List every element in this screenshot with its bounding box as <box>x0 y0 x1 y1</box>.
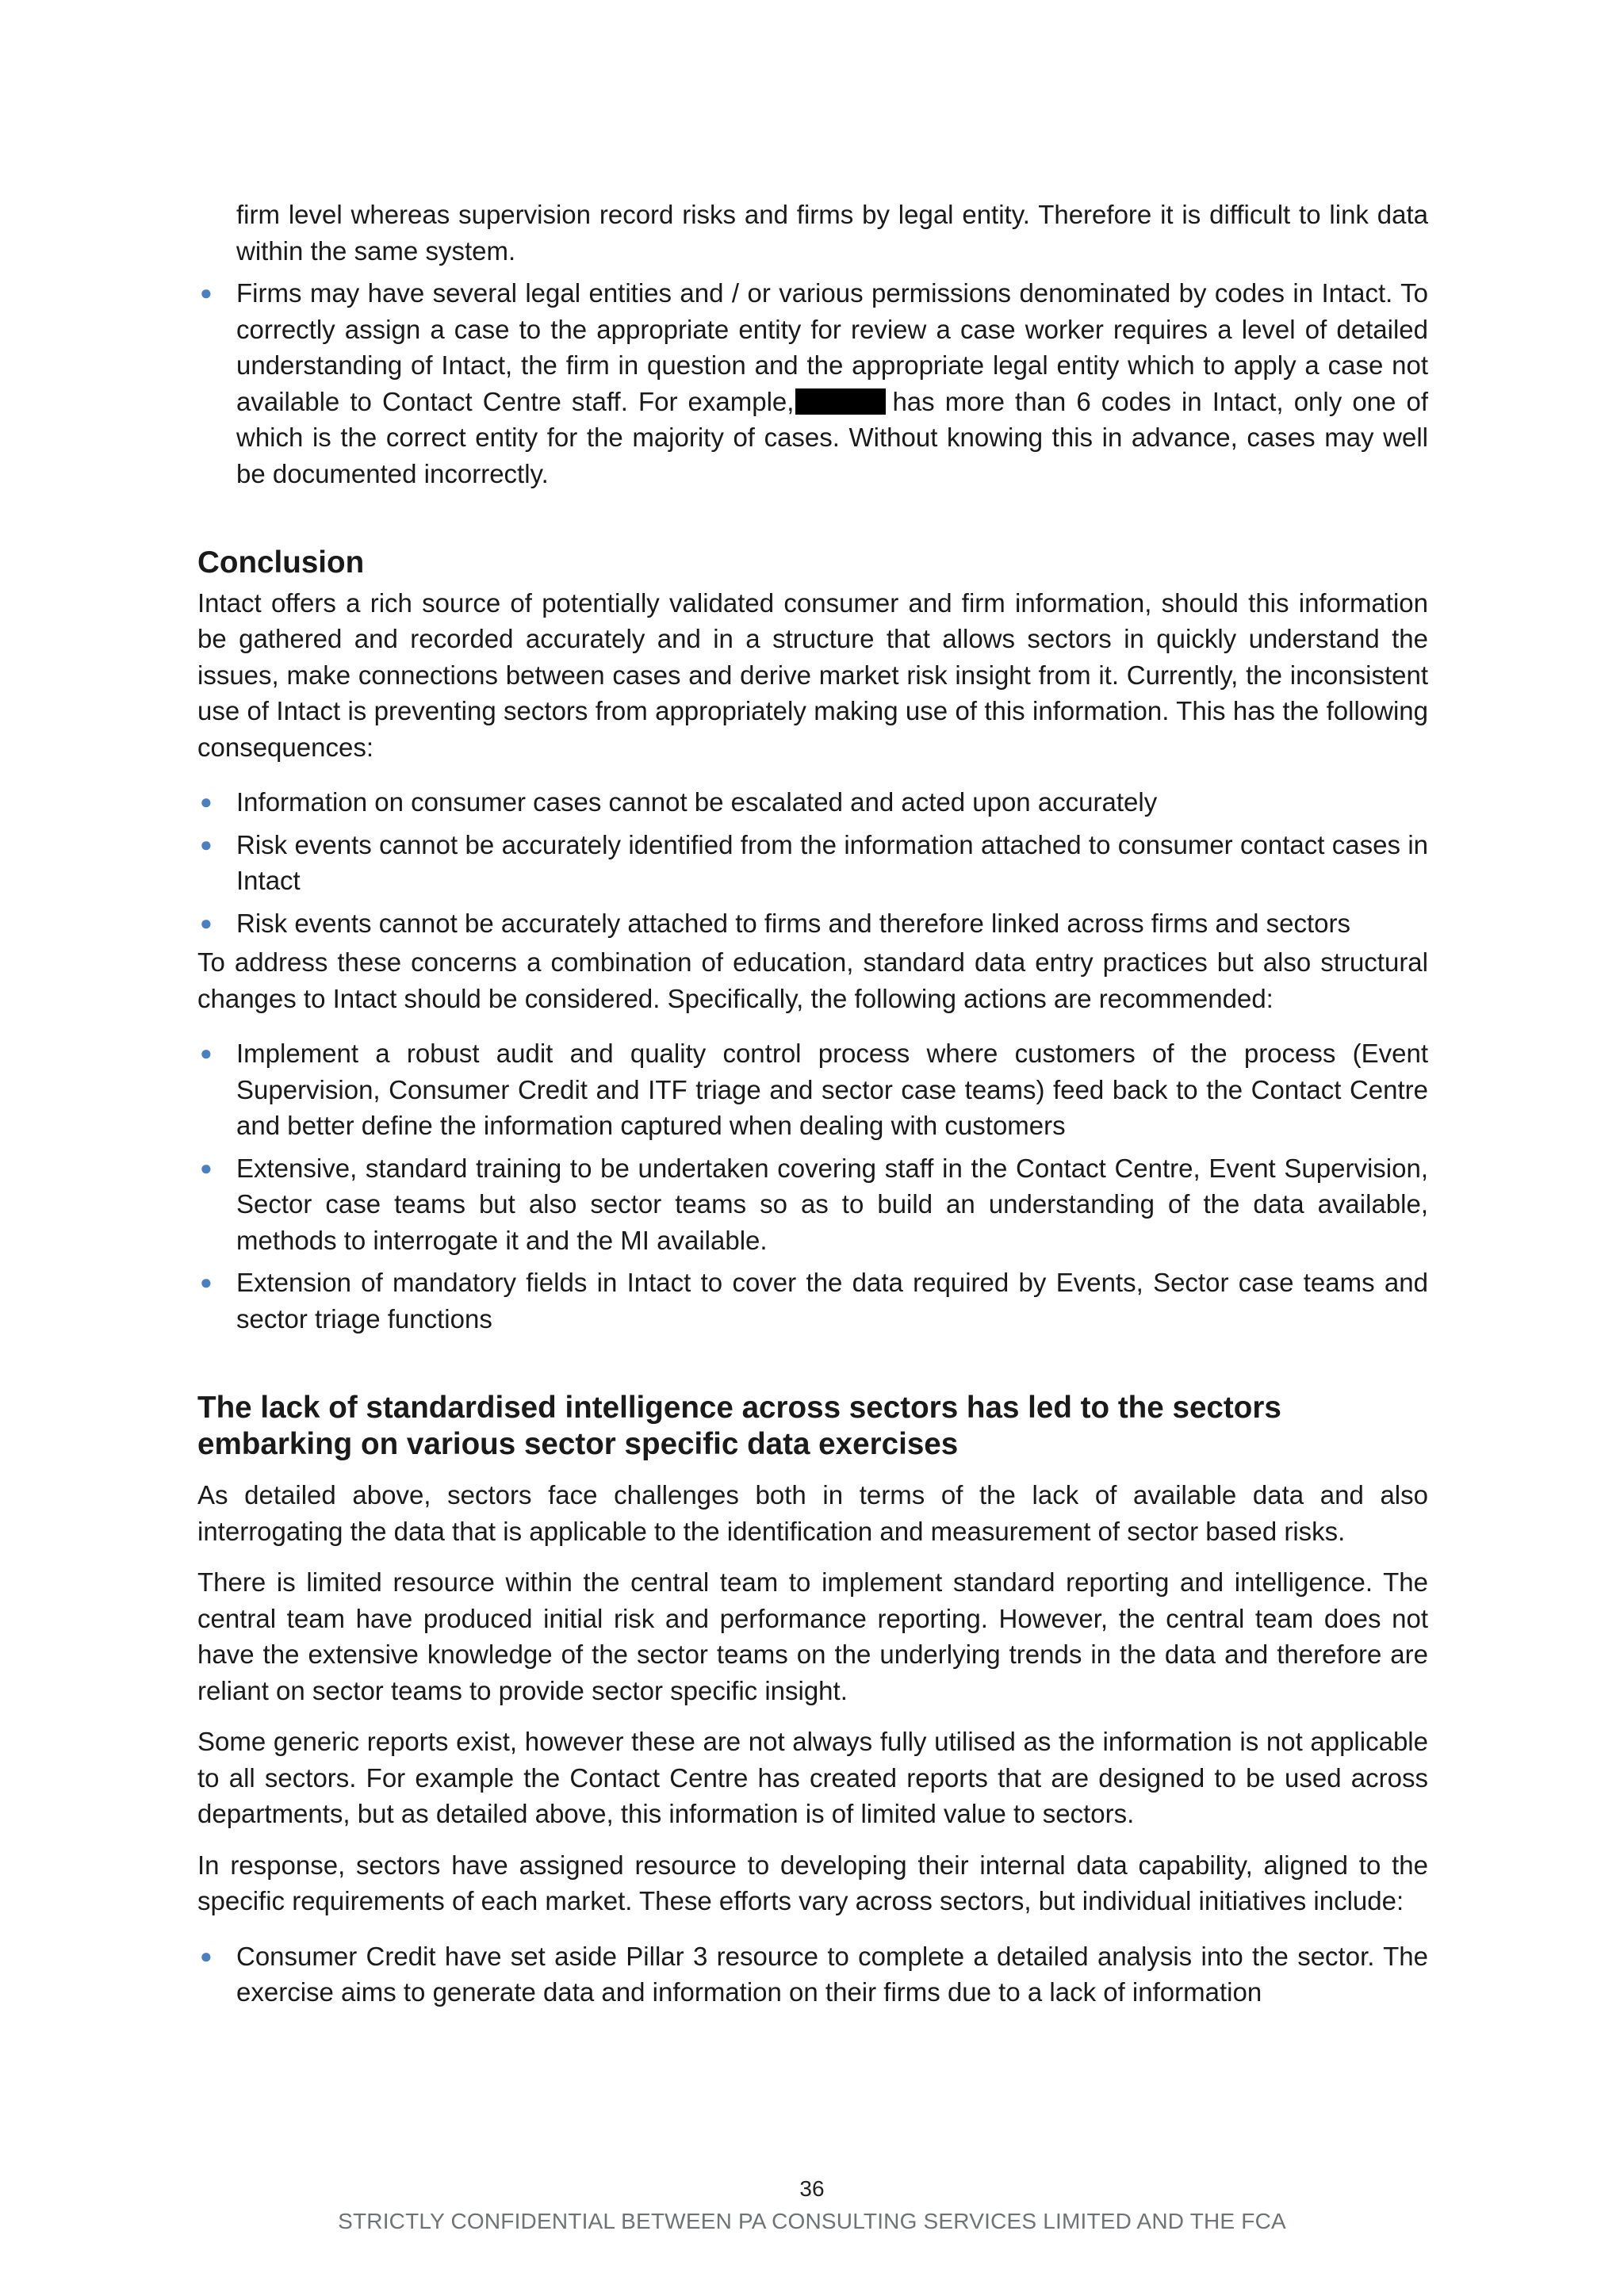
bullet-text-after-redaction: has more than 6 codes in Intact, only one of which is the correct entity for the majority of cases. Without knowing this in advance, cases may well be documented incorrectly. <box>236 386 1428 488</box>
consequences-list <box>197 784 1428 941</box>
body-paragraph: There is limited resource within the central team to implement standard reporting and intelligence. The central team have produced initial risk and performance reporting. However, the central team does not have the extensive knowledge of the sector teams on the underlying trends in the data and therefore are reliant on sector teams to provide sector specific insight. <box>197 1567 1428 1705</box>
bullet-icon: ● <box>200 1041 213 1065</box>
bullet-icon: ● <box>200 832 213 856</box>
list-item-text: Information on consumer cases cannot be escalated and acted upon accurately <box>236 787 1158 817</box>
list-item <box>197 1265 1428 1337</box>
list-item-text: Extension of mandatory fields in Intact to cover the data required by Events, Sector case teams and sector triage functions <box>236 1268 1428 1334</box>
list-item <box>197 827 1428 899</box>
list-item <box>197 275 1428 492</box>
conclusion-paragraph: Intact offers a rich source of potentially validated consumer and firm information, should this information be gathered and recorded accurately and in a structure that allows sectors in quickly understand the issues, make connections between cases and derive market risk insight from it. Currently, the inconsistent use of Intact is preventing sectors from appropriately making use of this information. This has the following consequences: <box>197 587 1428 762</box>
redaction-block <box>795 388 886 415</box>
list-item-text: Consumer Credit have set aside Pillar 3 resource to complete a detailed analysis into the sector. The exercise aims to generate data and information on their firms due to a lack of information <box>236 1941 1428 2007</box>
bullet-icon: ● <box>200 1943 213 1968</box>
body-paragraph: In response, sectors have assigned resource to developing their internal data capability, aligned to the specific requirements of each market. These efforts vary across sectors, but individual initiatives include: <box>197 1850 1428 1915</box>
body-paragraph: Some generic reports exist, however these are not always fully utilised as the information is not applicable to all sectors. For example the Contact Centre has created reports that are designed to be used across departments, but as detailed above, this information is of limited value to sectors. <box>197 1727 1428 1828</box>
list-item-text: Extensive, standard training to be undertaken covering staff in the Contact Centre, Event Supervision, Sector case teams but also sector teams so as to build an understanding of the data available, methods to interrogate it and the MI available. <box>236 1153 1428 1255</box>
bullet-icon: ● <box>200 910 213 935</box>
list-item-text: Risk events cannot be accurately attached to firms and therefore linked across firms and sectors <box>236 908 1350 938</box>
actions-list <box>197 1035 1428 1337</box>
continued-bullet-text: firm level whereas supervision record risks and firms by legal entity. Therefore it is difficult to link data within the same system. <box>236 200 1428 266</box>
list-item-text: Implement a robust audit and quality control process where customers of the process (Event Supervision, Consumer Credit and ITF triage and sector case teams) feed back to the Contact Centre and better define the information captured when dealing with customers <box>236 1039 1428 1140</box>
bullet-icon: ● <box>200 1155 213 1180</box>
bullet-icon: ● <box>200 1270 213 1294</box>
page-number: 36 <box>799 2176 825 2201</box>
intact-bullet-list <box>197 275 1428 492</box>
initiatives-list <box>197 1938 1428 2011</box>
conclusion-heading: Conclusion <box>197 545 365 580</box>
recommendations-intro: To address these concerns a combination of education, standard data entry practices but also structural changes to Intact should be considered. Specifically, the following actions are recommended: <box>197 947 1428 1013</box>
body-paragraph: As detailed above, sectors face challenges both in terms of the lack of available data and also interrogating the data that is applicable to the identification and measurement of sector based risks. <box>197 1480 1428 1546</box>
bullet-icon: ● <box>200 790 213 813</box>
list-item <box>197 1150 1428 1259</box>
section-heading: The lack of standardised intelligence across sectors has led to the sectors embarking on various sector specific data exercises <box>197 1391 1281 1461</box>
page-body <box>197 197 1428 2011</box>
list-item <box>197 784 1428 821</box>
list-item <box>197 1035 1428 1144</box>
continued-bullet <box>197 197 1428 269</box>
list-item <box>197 1938 1428 2011</box>
confidentiality-footer: STRICTLY CONFIDENTIAL BETWEEN PA CONSULTING SERVICES LIMITED AND THE FCA <box>338 2209 1286 2233</box>
bullet-icon: ● <box>200 281 213 304</box>
list-item-text: Risk events cannot be accurately identified from the information attached to consumer contact cases in Intact <box>236 829 1428 895</box>
list-item <box>197 905 1428 942</box>
bullet-text-before-redaction: Firms may have several legal entities and / or various permissions denominated by codes in Intact. To correctly assign a case to the appropriate entity for review a case worker requires a level of detailed understanding of Intact, the firm in question and the appropriate legal entity which to apply a case not available to Contact Centre staff. For example, <box>236 278 1428 416</box>
